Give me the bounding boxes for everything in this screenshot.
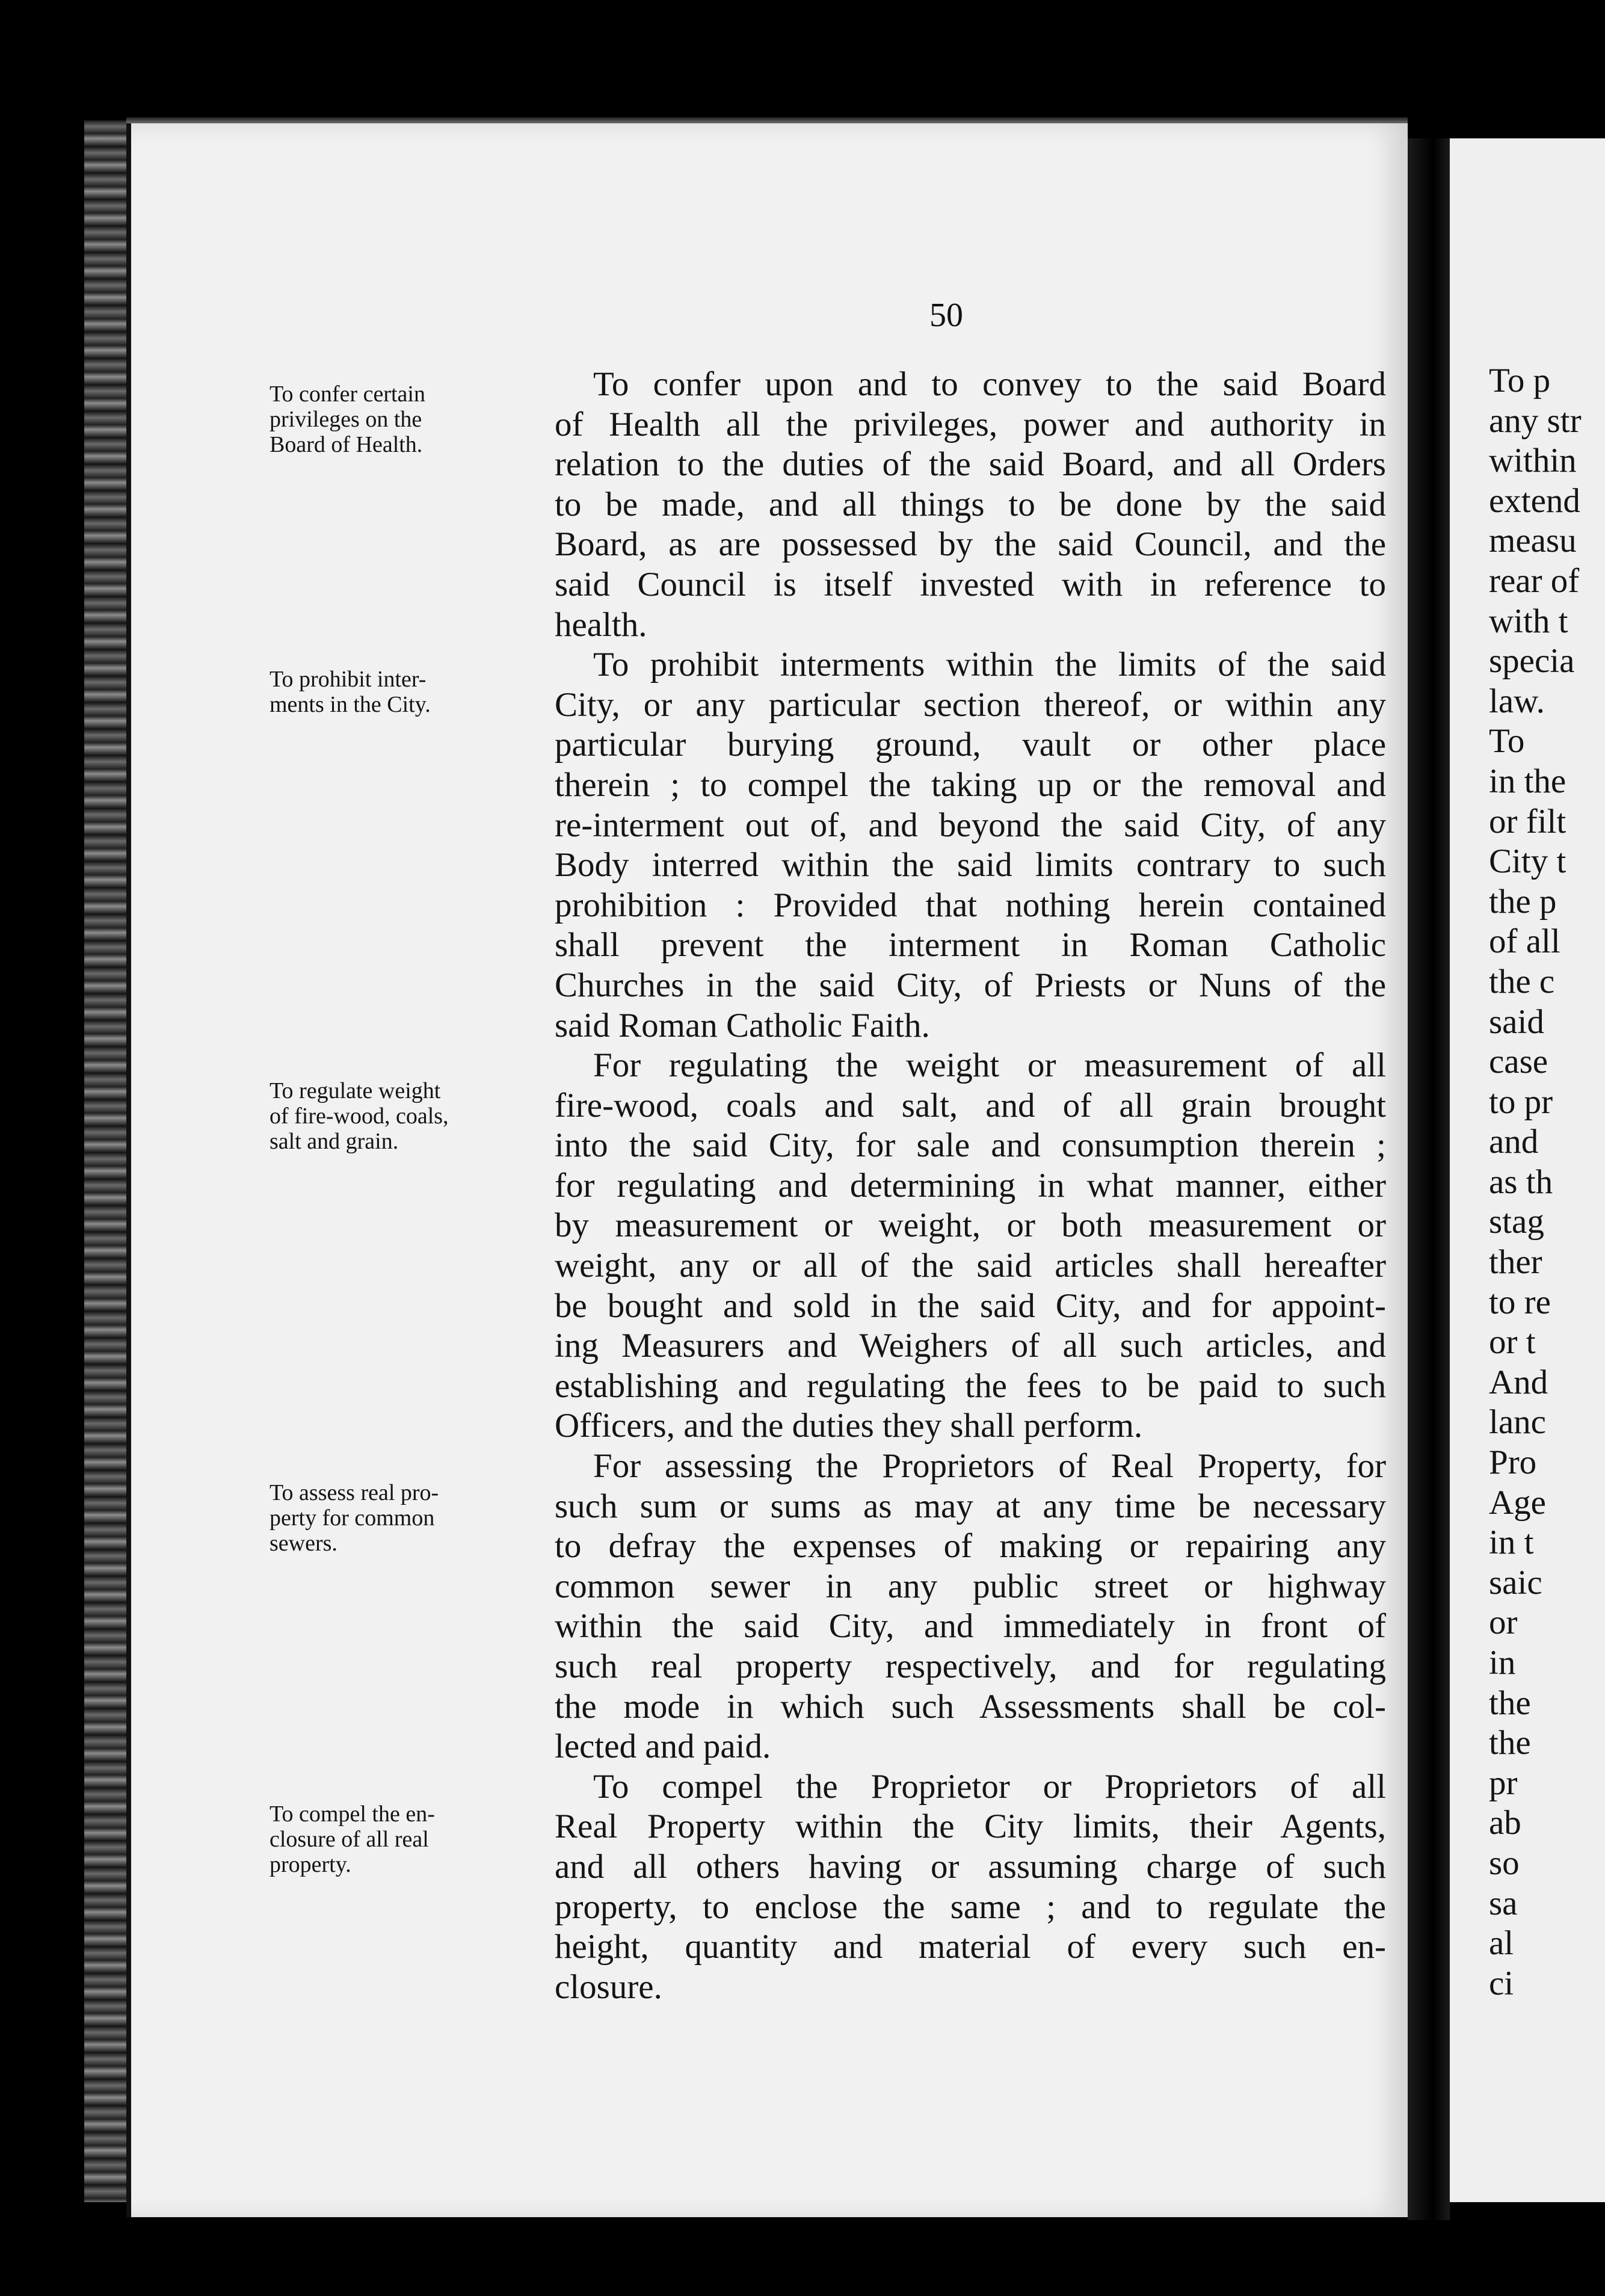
margin-note-line: salt and grain. (270, 1129, 399, 1154)
facing-page-line: saic (1489, 1563, 1542, 1602)
facing-page-line: or t (1489, 1323, 1536, 1362)
facing-page-line: extend (1489, 481, 1580, 520)
facing-page-line: so (1489, 1844, 1520, 1882)
facing-page-line: and (1489, 1123, 1539, 1161)
facing-page-line: pr (1489, 1764, 1518, 1802)
facing-page-line: any str (1489, 401, 1582, 440)
text-line: therein ; to compel the taking up or the removal and (555, 765, 1386, 804)
facing-page-text (1489, 361, 1605, 2004)
book-gutter (1408, 138, 1450, 2220)
facing-page-line: in t (1489, 1523, 1534, 1562)
text-line: Churches in the said City, of Priests or Nuns of the (555, 966, 1386, 1004)
facing-page-line: of all (1489, 922, 1560, 961)
text-line: For assessing the Proprietors of Real Property, for (593, 1447, 1386, 1486)
margin-note-line: property. (270, 1852, 351, 1877)
facing-page-line: To p (1489, 362, 1551, 400)
text-line: such real property respectively, and for regulating (555, 1647, 1386, 1685)
facing-page-line: or filt (1489, 802, 1566, 841)
text-line: weight, any or all of the said articles shall hereafter (555, 1247, 1386, 1285)
facing-page-line: And (1489, 1363, 1548, 1401)
margin-note-line: To assess real pro- (270, 1480, 439, 1505)
text-line: within the said City, and immediately in front of (555, 1607, 1386, 1646)
text-line: common sewer in any public street or highway (555, 1567, 1386, 1605)
facing-page-line: Pro (1489, 1443, 1537, 1482)
text-line: be bought and sold in the said City, and for appoint- (555, 1286, 1386, 1325)
text-line: Officers, and the duties they shall perform. (555, 1407, 1143, 1445)
text-line: particular burying ground, vault or other place (555, 726, 1386, 764)
facing-page-line: law. (1489, 682, 1545, 720)
facing-page-line: al (1489, 1924, 1514, 1963)
margin-note-line: To compel the en- (270, 1801, 435, 1827)
margin-note-weights (270, 1078, 486, 1154)
paragraph-weights (516, 1046, 1386, 1446)
facing-page-line: case (1489, 1043, 1548, 1081)
text-line: to be made, and all things to be done by the said (555, 485, 1386, 523)
text-line: Real Property within the City limits, their Agents, (555, 1807, 1386, 1846)
page-number: 50 (929, 297, 963, 334)
text-line: closure. (555, 1967, 662, 2006)
facing-page-line: within (1489, 442, 1577, 480)
margin-note-enclosure (270, 1801, 486, 1877)
text-line: the mode in which such Assessments shall be col- (555, 1687, 1386, 1726)
text-line: said Council is itself invested with in reference to (555, 565, 1386, 603)
margin-note-line: Board of Health. (270, 432, 423, 457)
facing-page-line: Age (1489, 1483, 1546, 1522)
facing-page-line: as th (1489, 1162, 1553, 1201)
text-line: To compel the Proprietor or Proprietors of all (593, 1767, 1386, 1806)
text-line: relation to the duties of the said Board, and all Orders (555, 445, 1386, 484)
body-text (516, 365, 1386, 2007)
facing-page-line: ab (1489, 1804, 1521, 1842)
text-line: establishing and regulating the fees to be paid to such (555, 1366, 1386, 1405)
book-edge (84, 120, 132, 2202)
text-line: To confer upon and to convey to the said Board (593, 365, 1386, 403)
text-line: City, or any particular section thereof, or within any (555, 685, 1386, 724)
facing-page-line: or (1489, 1603, 1518, 1642)
margin-note-line: of fire-wood, coals, (270, 1103, 449, 1129)
margin-note-sewers (270, 1480, 486, 1556)
text-line: and all others having or assuming charge of such (555, 1847, 1386, 1886)
facing-page-line: the p (1489, 882, 1557, 921)
margin-note-line: closure of all real (270, 1827, 429, 1852)
facing-page-line: with t (1489, 602, 1568, 640)
text-line: shall prevent the interment in Roman Catholic (555, 926, 1386, 964)
text-line: re-interment out of, and beyond the said City, of any (555, 806, 1386, 844)
margin-note-line: To confer certain (270, 381, 425, 407)
text-line: fire-wood, coals and salt, and of all grain brought (555, 1086, 1386, 1125)
text-line: health. (555, 605, 647, 644)
margin-note-interments (270, 667, 486, 717)
margin-note-board-of-health (270, 381, 486, 457)
text-line: To prohibit interments within the limits of the said (593, 646, 1386, 684)
scan-speck (1334, 2253, 1348, 2267)
text-line: property, to enclose the same ; and to regulate the (555, 1887, 1386, 1926)
facing-page-line: ci (1489, 1964, 1514, 2002)
facing-page-line: to pr (1489, 1082, 1553, 1121)
facing-page-line: the (1489, 1683, 1531, 1722)
text-line: lected and paid. (555, 1727, 771, 1766)
text-line: to defray the expenses of making or repairing any (555, 1527, 1386, 1566)
text-line: ing Measurers and Weighers of all such articles, and (555, 1327, 1386, 1365)
paragraph-sewers (516, 1446, 1386, 1767)
paragraph-enclosure (516, 1767, 1386, 2008)
facing-page-line: specia (1489, 642, 1575, 680)
text-line: For regulating the weight or measurement of all (593, 1046, 1386, 1085)
text-line: of Health all the privileges, power and authority in (555, 405, 1386, 443)
facing-page-line: rear of (1489, 561, 1580, 600)
text-line: prohibition : Provided that nothing herein contained (555, 886, 1386, 924)
margin-note-line: perty for common (270, 1505, 435, 1531)
text-line: height, quantity and material of every such en- (555, 1928, 1386, 1966)
facing-page-line: To (1489, 722, 1525, 761)
text-line: by measurement or weight, or both measurement or (555, 1206, 1386, 1245)
text-line: such sum or sums as may at any time be necessary (555, 1487, 1386, 1525)
margin-note-line: To prohibit inter- (270, 667, 427, 692)
facing-page-line: stag (1489, 1203, 1544, 1241)
text-line: into the said City, for sale and consumption therein ; (555, 1126, 1386, 1165)
facing-page-line: sa (1489, 1884, 1518, 1922)
text-line: Body interred within the said limits contrary to such (555, 846, 1386, 884)
text-line: said Roman Catholic Faith. (555, 1006, 930, 1045)
margin-note-line: To regulate weight (270, 1078, 441, 1103)
facing-page-line: the (1489, 1724, 1531, 1762)
margin-note-line: privileges on the (270, 407, 422, 432)
text-line: for regulating and determining in what manner, either (555, 1166, 1386, 1205)
text-line: Board, as are possessed by the said Council, and the (555, 525, 1386, 564)
facing-page-line: in the (1489, 762, 1566, 800)
margin-note-line: ments in the City. (270, 692, 431, 717)
facing-page-line: City t (1489, 842, 1566, 881)
facing-page-line: in (1489, 1644, 1516, 1682)
facing-page-line: ther (1489, 1243, 1542, 1282)
facing-page-line: to re (1489, 1283, 1551, 1321)
paragraph-interments (516, 645, 1386, 1046)
facing-page-line: measu (1489, 522, 1577, 560)
margin-note-line: sewers. (270, 1531, 337, 1556)
paragraph-board-of-health (516, 365, 1386, 645)
facing-page-line: said (1489, 1002, 1544, 1041)
facing-page-line: the c (1489, 962, 1555, 1001)
facing-page-line: lanc (1489, 1403, 1546, 1442)
